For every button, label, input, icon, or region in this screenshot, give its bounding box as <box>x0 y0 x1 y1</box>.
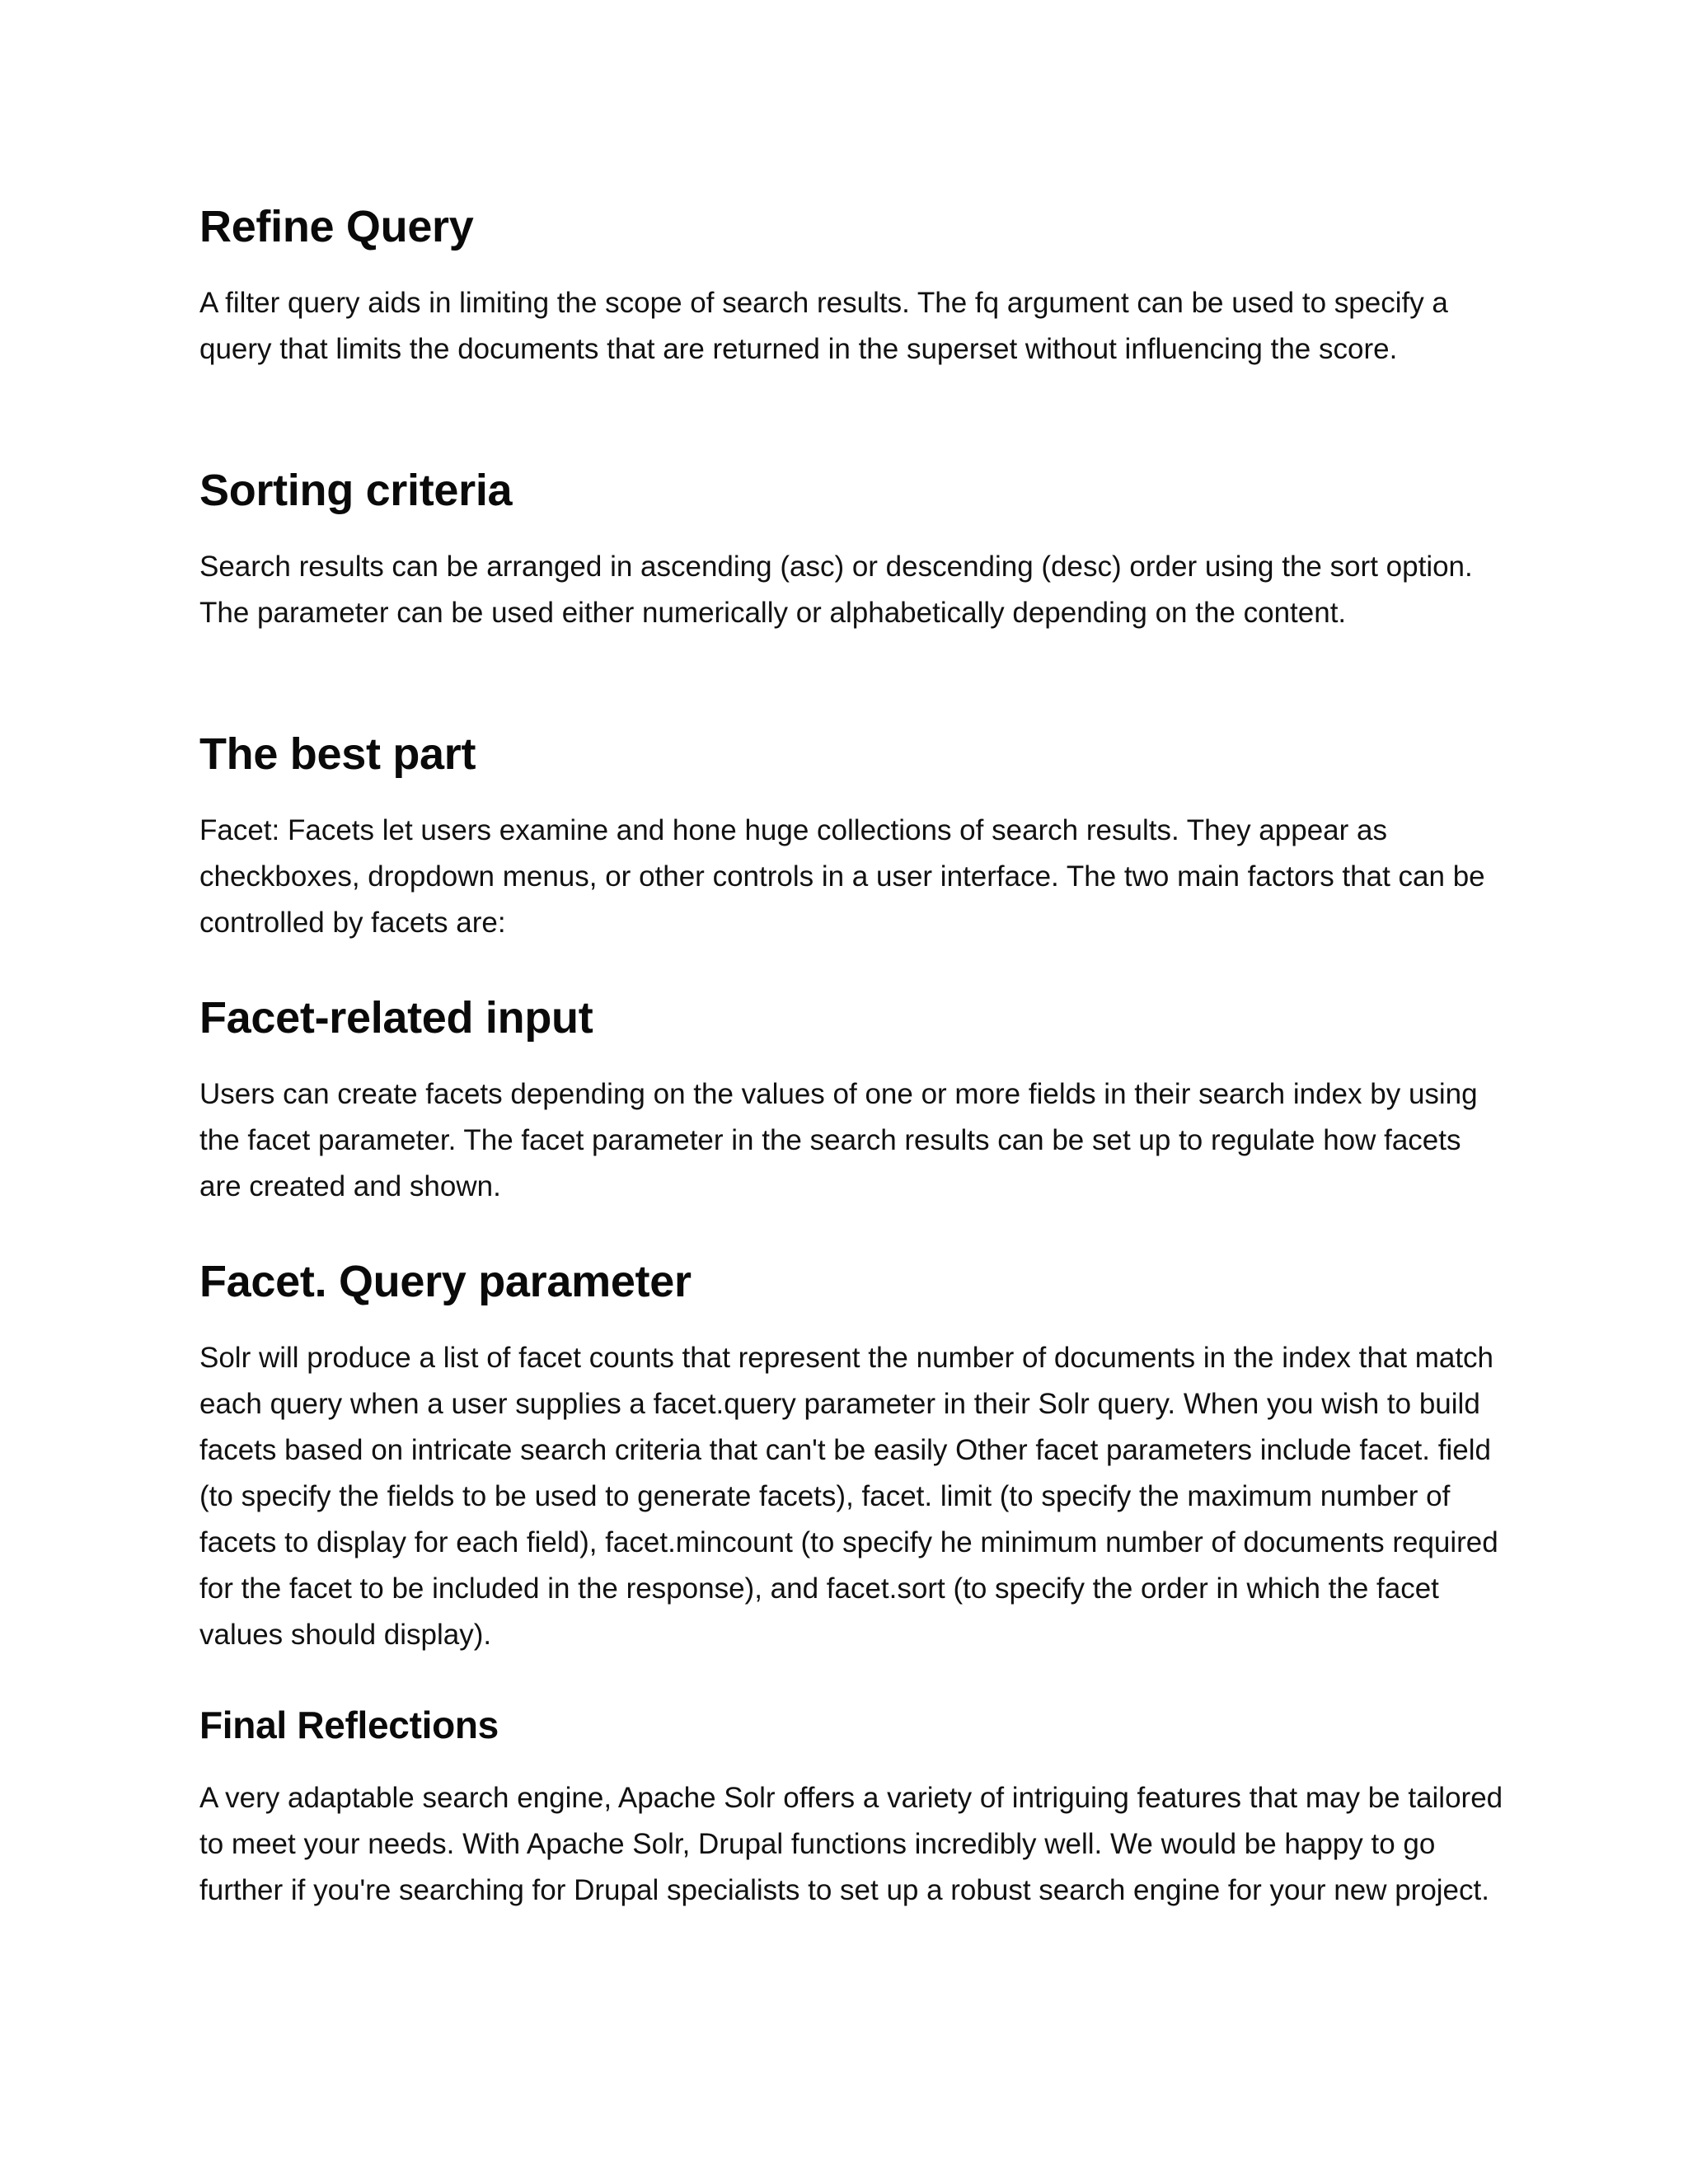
heading-final-reflections: Final Reflections <box>199 1704 499 1746</box>
section-best-part <box>199 725 1510 946</box>
paragraph-best-part: Facet: Facets let users examine and hone huge collections of search results. They appear as checkboxes, dropdown menus, or other controls in a user interface. The two main factors that can be controlled by facets are: <box>199 814 1485 939</box>
heading-refine-query: Refine Query <box>199 202 474 251</box>
section-sorting-criteria <box>199 462 1510 636</box>
section-refine-query <box>199 198 1510 373</box>
paragraph-facet-related-input: Users can create facets depending on the values of one or more fields in their search index by using the facet parameter. The facet parameter in the search results can be set up to regulate how facets are created and shown. <box>199 1078 1478 1202</box>
heading-facet-related-input: Facet-related input <box>199 993 593 1043</box>
paragraph-facet-query-parameter: Solr will produce a list of facet counts that represent the number of documents in the index that match each query when a user supplies a facet.query parameter in their Solr query. When you wish to build facets based on intricate search criteria that can't be easily Other facet parameters include facet. field (to specify the fields to be used to generate facets), facet. limit (to specify the maximum number of facets to display for each field), facet.mincount (to specify he minimum number of documents required for the facet to be included in the response), and facet.sort (to specify the order in which the facet values should display). <box>199 1342 1498 1651</box>
section-facet-query-parameter <box>199 1253 1510 1658</box>
paragraph-final-reflections: A very adaptable search engine, Apache Solr offers a variety of intriguing features that may be tailored to meet your needs. With Apache Solr, Drupal functions incredibly well. We would be happy to go further if you're searching for Drupal specialists to set up a robust search engine for your new project. <box>199 1782 1503 1906</box>
heading-best-part: The best part <box>199 729 476 779</box>
paragraph-refine-query: A filter query aids in limiting the scope of search results. The fq argument can be used to specify a query that limits the documents that are returned in the superset without influencing the score. <box>199 287 1448 365</box>
heading-facet-query-parameter: Facet. Query parameter <box>199 1257 692 1306</box>
section-facet-related-input <box>199 989 1510 1210</box>
heading-sorting-criteria: Sorting criteria <box>199 466 513 515</box>
paragraph-sorting-criteria: Search results can be arranged in ascending (asc) or descending (desc) order using the sort option. The parameter can be used either numerically or alphabetically depending on the content. <box>199 551 1473 629</box>
section-final-reflections <box>199 1699 1510 1914</box>
